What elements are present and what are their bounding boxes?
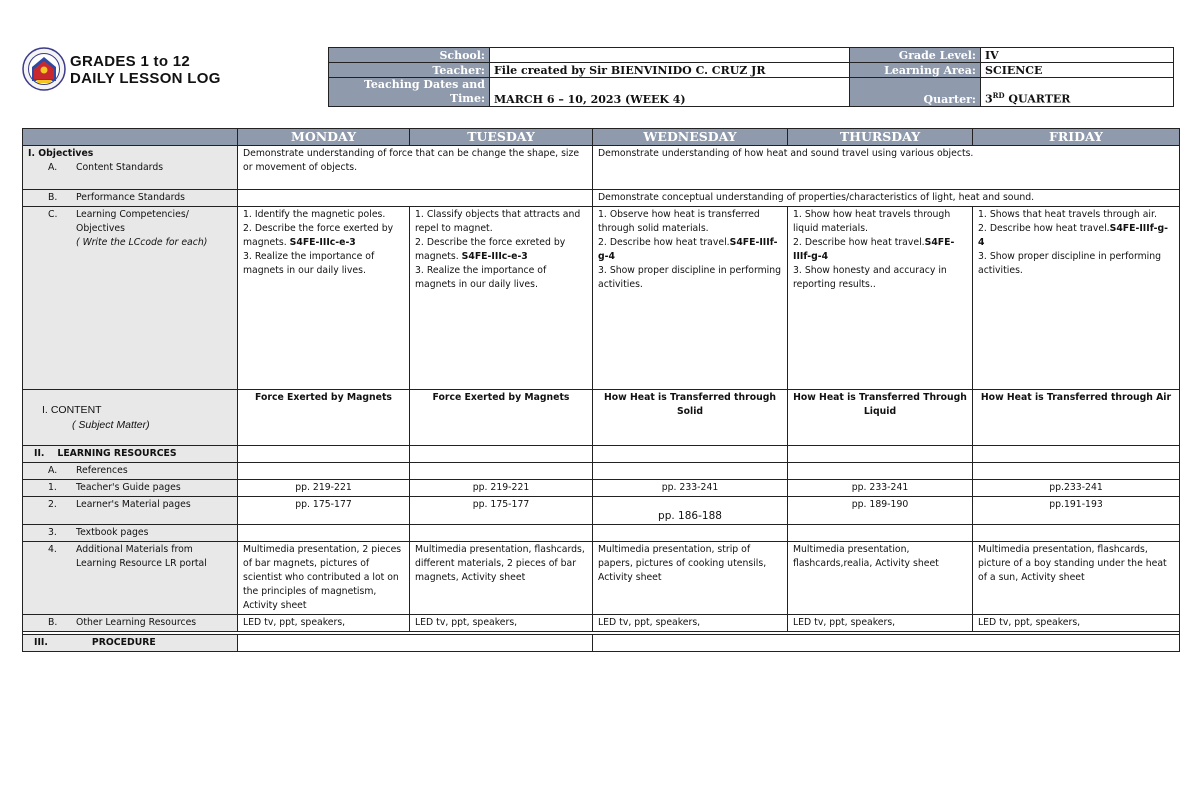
content-standards-mon-tue: Demonstrate understanding of force that can be change the shape, size or movement of objects. <box>238 146 593 190</box>
content-sub-label: ( Subject Matter) <box>72 418 150 431</box>
other-resources-row <box>23 615 1180 632</box>
content-monday: Force Exerted by Magnets <box>238 390 410 446</box>
lm-thursday: pp. 189-190 <box>788 497 973 525</box>
quarter-superscript: RD <box>992 91 1005 101</box>
content-label-cell <box>23 390 238 446</box>
day-header-tuesday: TUESDAY <box>410 129 593 146</box>
procedure-num: III. <box>34 637 48 648</box>
lc-tue-line-1: 1. Classify objects that attracts and repel to magnet. <box>415 209 581 234</box>
lc-thu-line-2: 2. Describe how heat travel. <box>793 237 925 248</box>
ref-cell-fri <box>973 463 1180 480</box>
day-header-row <box>23 129 1180 146</box>
dates-label-line-2: Time: <box>449 92 485 105</box>
title-line-1: GRADES 1 to 12 <box>70 53 191 70</box>
additional-materials-num: 4. <box>48 544 57 555</box>
lc-monday <box>238 207 410 390</box>
grade-label: Grade Level: <box>850 48 981 63</box>
content-friday: How Heat is Transferred through Air <box>973 390 1180 446</box>
lr-cell-mon <box>238 446 410 463</box>
performance-standards-label: Performance Standards <box>76 192 186 203</box>
lc-mon-code: S4FE-IIIc-e-3 <box>289 237 356 248</box>
lr-cell-thu <box>788 446 973 463</box>
other-resources-label-cell <box>23 615 238 632</box>
other-wednesday: LED tv, ppt, speakers, <box>593 615 788 632</box>
lr-cell-tue <box>410 446 593 463</box>
lc-fri-code: S4FE-IIIf-g-4 <box>978 223 1168 248</box>
lc-mon-line-3: 3. Realize the importance of magnets in our daily lives. <box>243 251 375 276</box>
additional-materials-row <box>23 542 1180 615</box>
learning-competencies-row <box>23 207 1180 390</box>
textbook-label-cell <box>23 525 238 542</box>
lc-thursday <box>788 207 973 390</box>
am-wednesday: Multimedia presentation, strip of papers, pictures of cooking utensils, Activity sheet <box>593 542 788 615</box>
dates-value: MARCH 6 – 10, 2023 (WEEK 4) <box>490 78 850 107</box>
textbook-row <box>23 525 1180 542</box>
day-header-friday: FRIDAY <box>973 129 1180 146</box>
lc-wed-code: S4FE-IIIf-g-4 <box>598 237 778 262</box>
other-monday: LED tv, ppt, speakers, <box>238 615 410 632</box>
lc-friday <box>973 207 1180 390</box>
additional-materials-label-1: Additional Materials from <box>76 544 193 555</box>
content-wednesday: How Heat is Transferred through Solid <box>593 390 788 446</box>
lm-wednesday: pp. 186-188 <box>593 497 788 525</box>
tg-thursday: pp. 233-241 <box>788 480 973 497</box>
other-resources-label: Other Learning Resources <box>76 617 197 628</box>
tb-cell-mon <box>238 525 410 542</box>
additional-materials-label-2: Learning Resource LR portal <box>76 558 207 569</box>
procedure-mon-tue <box>238 635 593 652</box>
ref-cell-wed <box>593 463 788 480</box>
content-standards-row <box>23 146 1180 190</box>
lc-label-line-1: Learning Competencies/ <box>76 209 189 220</box>
am-monday: Multimedia presentation, 2 pieces of bar magnets, pictures of scientist who contributed a lot on the principles of magnetism, Activity sheet <box>238 542 410 615</box>
teachers-guide-num: 1. <box>48 482 57 493</box>
dates-label <box>329 78 490 107</box>
other-resources-num: B. <box>48 617 58 628</box>
teacher-label: Teacher: <box>329 63 490 78</box>
tg-monday: pp. 219-221 <box>238 480 410 497</box>
learners-material-row <box>23 497 1180 525</box>
references-num: A. <box>48 465 58 476</box>
references-label-cell <box>23 463 238 480</box>
performance-standards-wed-fri: Demonstrate conceptual understanding of properties/characteristics of light, heat and sound. <box>593 190 1180 207</box>
objectives-label-cell <box>23 146 238 190</box>
school-value <box>490 48 850 63</box>
procedure-label: PROCEDURE <box>91 637 156 648</box>
content-standards-num: A. <box>48 162 58 173</box>
am-thursday: Multimedia presentation, flashcards,realia, Activity sheet <box>788 542 973 615</box>
dates-label-line-1: Teaching Dates and <box>363 78 485 91</box>
lm-tuesday: pp. 175-177 <box>410 497 593 525</box>
lc-label-line-3: ( Write the LCcode for each) <box>76 237 208 248</box>
tb-cell-tue <box>410 525 593 542</box>
procedure-wed-fri <box>593 635 1180 652</box>
page-title <box>70 53 221 87</box>
corner-cell <box>23 129 238 146</box>
learners-material-label: Learner's Material pages <box>76 499 191 510</box>
content-row <box>23 390 1180 446</box>
header-logo-block <box>22 47 322 107</box>
quarter-label: Quarter: <box>850 78 981 107</box>
lc-thu-line-1: 1. Show how heat travels through liquid materials. <box>793 209 951 234</box>
am-tuesday: Multimedia presentation, flashcards, different materials, 2 pieces of bar magnets, Activity sheet <box>410 542 593 615</box>
content-standards-wed-fri: Demonstrate understanding of how heat and sound travel using various objects. <box>593 146 1180 190</box>
tg-wednesday: pp. 233-241 <box>593 480 788 497</box>
day-header-wednesday: WEDNESDAY <box>593 129 788 146</box>
textbook-label: Textbook pages <box>76 527 149 538</box>
learning-resources-num: II. <box>34 448 45 459</box>
ref-cell-tue <box>410 463 593 480</box>
lm-monday: pp. 175-177 <box>238 497 410 525</box>
title-line-2: DAILY LESSON LOG <box>70 70 221 87</box>
lc-mon-line-1: 1. Identify the magnetic poles. <box>243 209 386 220</box>
performance-standards-num: B. <box>48 192 58 203</box>
references-label: References <box>76 465 128 476</box>
teachers-guide-row <box>23 480 1180 497</box>
tb-cell-wed <box>593 525 788 542</box>
lc-label-line-2: Objectives <box>76 223 125 234</box>
other-thursday: LED tv, ppt, speakers, <box>788 615 973 632</box>
lc-tue-line-2: 2. Describe the force exreted by magnets. <box>415 237 566 262</box>
lc-wed-line-2: 2. Describe how heat travel. <box>598 237 730 248</box>
lr-cell-fri <box>973 446 1180 463</box>
additional-materials-label-cell <box>23 542 238 615</box>
quarter-value <box>981 78 1174 107</box>
teacher-value: File created by Sir BIENVINIDO C. CRUZ JR <box>490 63 850 78</box>
learning-competencies-label-cell <box>23 207 238 390</box>
performance-standards-row <box>23 190 1180 207</box>
day-header-monday: MONDAY <box>238 129 410 146</box>
lc-num: C. <box>48 209 58 220</box>
lr-cell-wed <box>593 446 788 463</box>
lc-fri-line-3: 3. Show proper discipline in performing activities. <box>978 251 1162 276</box>
lc-wed-line-3: 3. Show proper discipline in performing activities. <box>598 265 782 290</box>
area-label: Learning Area: <box>850 63 981 78</box>
learners-material-label-cell <box>23 497 238 525</box>
content-thursday: How Heat is Transferred Through Liquid <box>788 390 973 446</box>
grade-value: IV <box>981 48 1174 63</box>
lc-tuesday <box>410 207 593 390</box>
content-standards-label: Content Standards <box>76 162 164 173</box>
performance-standards-mon-tue <box>238 190 593 207</box>
area-value: SCIENCE <box>981 63 1174 78</box>
lc-fri-line-2: 2. Describe how heat travel. <box>978 223 1110 234</box>
references-row <box>23 463 1180 480</box>
am-friday: Multimedia presentation, flashcards, picture of a boy standing under the heat of a sun, Activity sheet <box>973 542 1180 615</box>
tg-tuesday: pp. 219-221 <box>410 480 593 497</box>
lc-thu-line-3: 3. Show honesty and accuracy in reporting results.. <box>793 265 947 290</box>
teachers-guide-label-cell <box>23 480 238 497</box>
deped-seal-icon <box>22 47 66 91</box>
quarter-word: QUARTER <box>1004 93 1071 106</box>
lc-mon-line-2: 2. Describe the force exerted by magnets. <box>243 223 394 248</box>
ref-cell-mon <box>238 463 410 480</box>
content-label: CONTENT <box>50 403 102 416</box>
lc-wednesday <box>593 207 788 390</box>
learning-resources-label-cell <box>23 446 238 463</box>
ref-cell-thu <box>788 463 973 480</box>
lesson-log-table <box>22 128 1180 652</box>
day-header-thursday: THURSDAY <box>788 129 973 146</box>
quarter-number: 3 <box>985 93 993 106</box>
learning-resources-row <box>23 446 1180 463</box>
tb-cell-fri <box>973 525 1180 542</box>
teachers-guide-label: Teacher's Guide pages <box>76 482 181 493</box>
performance-standards-label-cell <box>23 190 238 207</box>
lc-tue-line-3: 3. Realize the importance of magnets in our daily lives. <box>415 265 547 290</box>
textbook-num: 3. <box>48 527 57 538</box>
tg-friday: pp.233-241 <box>973 480 1180 497</box>
content-num: I. <box>42 403 48 416</box>
lm-friday: pp.191-193 <box>973 497 1180 525</box>
school-label: School: <box>329 48 490 63</box>
lc-fri-line-1: 1. Shows that heat travels through air. <box>978 209 1157 220</box>
tb-cell-thu <box>788 525 973 542</box>
learning-resources-heading: LEARNING RESOURCES <box>57 448 177 459</box>
procedure-row <box>23 635 1180 652</box>
learners-material-num: 2. <box>48 499 57 510</box>
lc-wed-line-1: 1. Observe how heat is transferred through solid materials. <box>598 209 760 234</box>
content-tuesday: Force Exerted by Magnets <box>410 390 593 446</box>
other-tuesday: LED tv, ppt, speakers, <box>410 615 593 632</box>
lc-thu-code: S4FE-IIIf-g-4 <box>793 237 955 262</box>
other-friday: LED tv, ppt, speakers, <box>973 615 1180 632</box>
lc-tue-code: S4FE-IIIc-e-3 <box>461 251 528 262</box>
objectives-heading: I. Objectives <box>28 148 94 159</box>
info-table <box>328 47 1174 107</box>
procedure-label-cell <box>23 635 238 652</box>
